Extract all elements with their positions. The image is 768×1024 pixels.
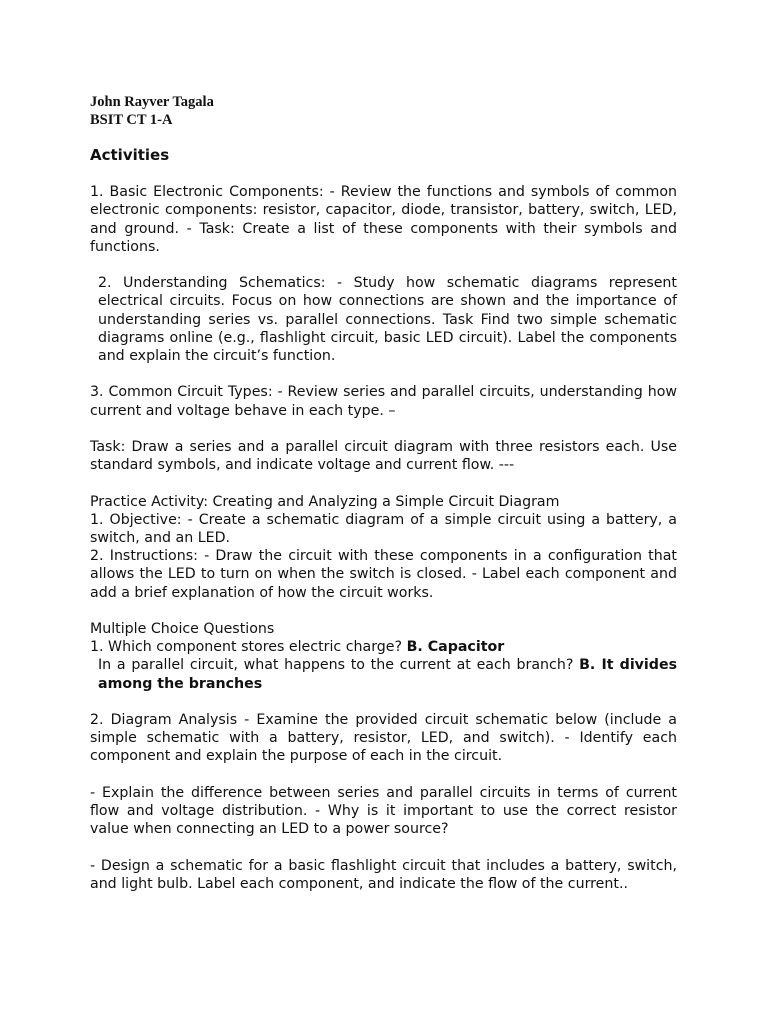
mcq-item-2	[90, 656, 677, 692]
spacer	[90, 365, 677, 383]
paragraph-understanding-schematics: 2. Understanding Schematics: - Study how schematic diagrams represent electrical circuits. Focus on how connections are shown and the importance of understanding series vs. parallel connections. Task Find two simple schematic diagrams online (e.g., flashlight circuit, basic LED circuit). Label the components and explain the circuit’s function.	[98, 275, 677, 364]
spacer	[90, 838, 677, 856]
paragraph-instructions: 2. Instructions: - Draw the circuit with these components in a configuration that allows the LED to turn on when the switch is closed. - Label each component and add a brief explanation of how the circuit works.	[90, 548, 677, 601]
spacer	[90, 474, 677, 492]
spacer	[90, 693, 677, 711]
paragraph-objective: 1. Objective: - Create a schematic diagram of a simple circuit using a battery, a switch, and an LED.	[90, 511, 677, 546]
mcq-answer-1: B. Capacitor	[406, 639, 505, 656]
page-title: Activities	[90, 146, 170, 164]
author-section: BSIT CT 1-A	[90, 112, 173, 128]
mcq-question-1: 1. Which component stores electric charge?	[90, 639, 403, 656]
author-name: John Rayver Tagala	[90, 94, 214, 110]
mcq-item-1	[90, 638, 677, 656]
spacer	[90, 766, 677, 784]
spacer	[90, 602, 677, 620]
paragraph-basic-components: 1. Basic Electronic Components: - Review the functions and symbols of common electronic components: resistor, capacitor, diode, transistor, battery, switch, LED, and ground. - Task: Create a list of these components with their symbols and functions.	[90, 184, 677, 255]
spacer	[90, 420, 677, 438]
paragraph-flashlight-design: - Design a schematic for a basic flashlight circuit that includes a battery, switch, and light bulb. Label each component, and indicate the flow of the current..	[90, 857, 677, 892]
mcq-question-2: In a parallel circuit, what happens to the current at each branch?	[98, 657, 574, 674]
spacer	[90, 165, 677, 183]
mcq-heading: Multiple Choice Questions	[90, 620, 275, 637]
practice-activity-heading: Practice Activity: Creating and Analyzing a Simple Circuit Diagram	[90, 493, 560, 510]
mcq-answer-2: B. It divides among the branches	[98, 657, 678, 692]
paragraph-diagram-analysis: 2. Diagram Analysis - Examine the provided circuit schematic below (include a simple schematic with a battery, resistor, LED, and switch). - Identify each component and explain the purpose of each in the circuit.	[90, 711, 677, 765]
paragraph-series-parallel: - Explain the difference between series and parallel circuits in terms of current flow and voltage distribution. - Why is it important to use the correct resistor value when connecting an LED to a power source?	[90, 784, 677, 838]
document-page	[90, 93, 677, 893]
paragraph-circuit-types: 3. Common Circuit Types: - Review series and parallel circuits, understanding how current and voltage behave in each type. –	[90, 384, 677, 419]
spacer	[90, 256, 677, 274]
paragraph-task: Task: Draw a series and a parallel circuit diagram with three resistors each. Use standard symbols, and indicate voltage and current flow. ---	[90, 438, 677, 474]
